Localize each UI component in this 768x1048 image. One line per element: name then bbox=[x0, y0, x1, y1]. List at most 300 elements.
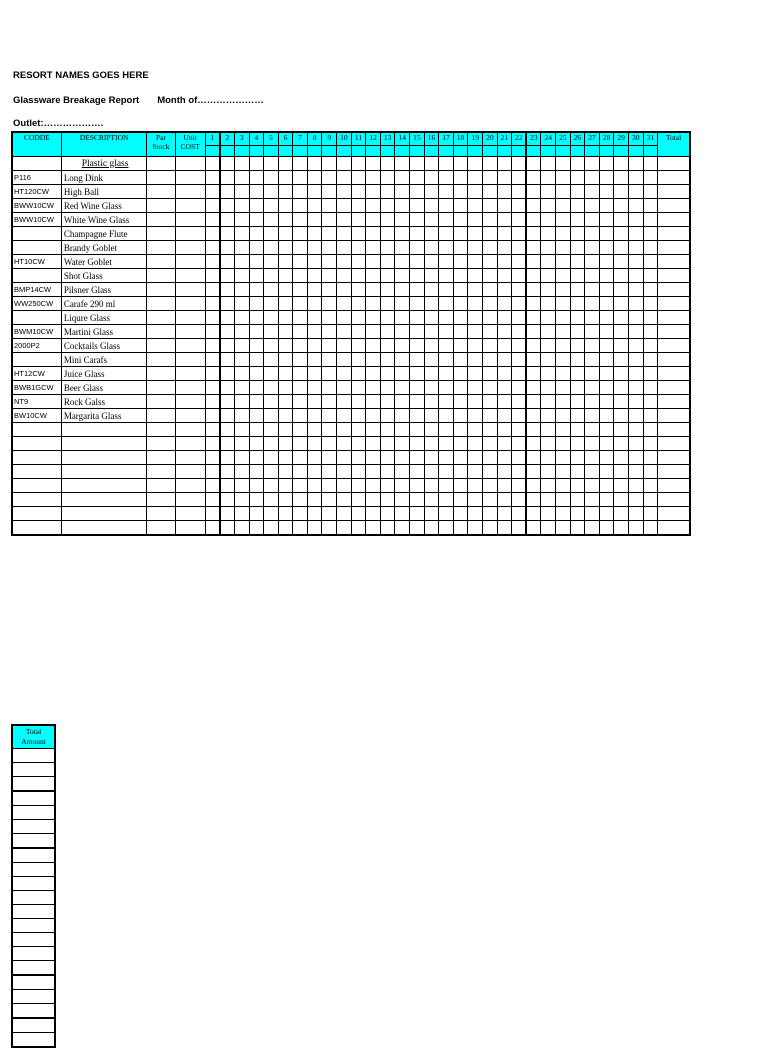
day-cell[interactable] bbox=[526, 311, 541, 325]
day-cell[interactable] bbox=[220, 227, 235, 241]
day-cell[interactable] bbox=[205, 437, 220, 451]
unit-cost-cell[interactable] bbox=[175, 409, 205, 423]
unit-cost-cell[interactable] bbox=[175, 395, 205, 409]
day-cell[interactable] bbox=[205, 507, 220, 521]
day-cell[interactable] bbox=[439, 423, 454, 437]
total-cell[interactable] bbox=[658, 297, 690, 311]
day-cell[interactable] bbox=[497, 423, 512, 437]
day-cell[interactable] bbox=[512, 381, 527, 395]
day-cell[interactable] bbox=[614, 493, 629, 507]
day-cell[interactable] bbox=[366, 493, 381, 507]
day-cell[interactable] bbox=[512, 451, 527, 465]
day-cell[interactable] bbox=[614, 255, 629, 269]
day-cell[interactable] bbox=[380, 521, 395, 536]
day-cell[interactable] bbox=[468, 437, 483, 451]
code-cell[interactable] bbox=[12, 465, 61, 479]
day-cell[interactable] bbox=[439, 157, 454, 171]
unit-cost-cell[interactable] bbox=[175, 339, 205, 353]
day-cell[interactable] bbox=[410, 325, 425, 339]
day-cell[interactable] bbox=[366, 255, 381, 269]
day-cell[interactable] bbox=[205, 395, 220, 409]
day-cell[interactable] bbox=[614, 353, 629, 367]
day-cell[interactable] bbox=[410, 493, 425, 507]
par-stock-cell[interactable] bbox=[147, 241, 175, 255]
day-cell[interactable] bbox=[643, 227, 658, 241]
day-cell[interactable] bbox=[337, 437, 352, 451]
day-cell[interactable] bbox=[555, 283, 570, 297]
day-cell[interactable] bbox=[307, 269, 322, 283]
day-cell[interactable] bbox=[366, 171, 381, 185]
unit-cost-cell[interactable] bbox=[175, 297, 205, 311]
day-cell[interactable] bbox=[205, 185, 220, 199]
day-cell[interactable] bbox=[599, 479, 614, 493]
day-cell[interactable] bbox=[351, 521, 366, 536]
day-cell[interactable] bbox=[526, 507, 541, 521]
description-cell[interactable]: Champagne Flute bbox=[61, 227, 147, 241]
day-cell[interactable] bbox=[234, 451, 249, 465]
day-cell[interactable] bbox=[599, 157, 614, 171]
total-cell[interactable] bbox=[658, 213, 690, 227]
day-cell[interactable] bbox=[643, 381, 658, 395]
day-cell[interactable] bbox=[453, 241, 468, 255]
day-cell[interactable] bbox=[526, 185, 541, 199]
day-cell[interactable] bbox=[205, 367, 220, 381]
code-cell[interactable] bbox=[12, 241, 61, 255]
day-cell[interactable] bbox=[264, 269, 279, 283]
day-cell[interactable] bbox=[614, 171, 629, 185]
day-cell[interactable] bbox=[512, 213, 527, 227]
day-cell[interactable] bbox=[541, 339, 556, 353]
day-cell[interactable] bbox=[351, 381, 366, 395]
day-cell[interactable] bbox=[468, 423, 483, 437]
day-cell[interactable] bbox=[512, 395, 527, 409]
day-cell[interactable] bbox=[322, 493, 337, 507]
day-cell[interactable] bbox=[555, 339, 570, 353]
day-cell[interactable] bbox=[541, 297, 556, 311]
day-cell[interactable] bbox=[497, 381, 512, 395]
day-cell[interactable] bbox=[337, 395, 352, 409]
day-cell[interactable] bbox=[570, 171, 585, 185]
day-cell[interactable] bbox=[541, 227, 556, 241]
day-cell[interactable] bbox=[366, 367, 381, 381]
day-cell[interactable] bbox=[512, 283, 527, 297]
day-cell[interactable] bbox=[497, 465, 512, 479]
day-cell[interactable] bbox=[249, 353, 264, 367]
day-cell[interactable] bbox=[395, 185, 410, 199]
day-cell[interactable] bbox=[570, 451, 585, 465]
day-cell[interactable] bbox=[512, 185, 527, 199]
code-cell[interactable]: BWB1GCW bbox=[12, 381, 61, 395]
day-cell[interactable] bbox=[512, 199, 527, 213]
day-cell[interactable] bbox=[497, 199, 512, 213]
day-cell[interactable] bbox=[439, 199, 454, 213]
day-cell[interactable] bbox=[585, 325, 600, 339]
day-cell[interactable] bbox=[322, 451, 337, 465]
day-cell[interactable] bbox=[439, 479, 454, 493]
day-cell[interactable] bbox=[468, 311, 483, 325]
day-cell[interactable] bbox=[526, 255, 541, 269]
day-cell[interactable] bbox=[234, 213, 249, 227]
day-cell[interactable] bbox=[614, 465, 629, 479]
day-cell[interactable] bbox=[307, 521, 322, 536]
total-cell[interactable] bbox=[658, 507, 690, 521]
day-cell[interactable] bbox=[366, 521, 381, 536]
day-cell[interactable] bbox=[220, 255, 235, 269]
day-cell[interactable] bbox=[570, 409, 585, 423]
day-cell[interactable] bbox=[293, 465, 308, 479]
day-cell[interactable] bbox=[643, 437, 658, 451]
day-cell[interactable] bbox=[264, 255, 279, 269]
day-cell[interactable] bbox=[424, 255, 439, 269]
unit-cost-cell[interactable] bbox=[175, 199, 205, 213]
day-cell[interactable] bbox=[264, 325, 279, 339]
day-cell[interactable] bbox=[234, 339, 249, 353]
day-cell[interactable] bbox=[555, 227, 570, 241]
description-cell[interactable] bbox=[61, 479, 147, 493]
day-cell[interactable] bbox=[555, 409, 570, 423]
day-cell[interactable] bbox=[410, 227, 425, 241]
description-cell[interactable]: Liqure Glass bbox=[61, 311, 147, 325]
day-cell[interactable] bbox=[570, 297, 585, 311]
day-cell[interactable] bbox=[555, 325, 570, 339]
day-cell[interactable] bbox=[439, 353, 454, 367]
day-cell[interactable] bbox=[643, 185, 658, 199]
day-cell[interactable] bbox=[570, 199, 585, 213]
day-cell[interactable] bbox=[205, 521, 220, 536]
total-amount-cell[interactable] bbox=[12, 877, 55, 891]
day-cell[interactable] bbox=[555, 451, 570, 465]
day-cell[interactable] bbox=[264, 507, 279, 521]
day-cell[interactable] bbox=[541, 493, 556, 507]
par-stock-cell[interactable] bbox=[147, 213, 175, 227]
day-cell[interactable] bbox=[453, 157, 468, 171]
day-cell[interactable] bbox=[264, 521, 279, 536]
day-cell[interactable] bbox=[220, 339, 235, 353]
day-cell[interactable] bbox=[468, 185, 483, 199]
day-cell[interactable] bbox=[628, 185, 643, 199]
par-stock-cell[interactable] bbox=[147, 353, 175, 367]
day-cell[interactable] bbox=[628, 241, 643, 255]
day-cell[interactable] bbox=[453, 493, 468, 507]
par-stock-cell[interactable] bbox=[147, 157, 175, 171]
day-cell[interactable] bbox=[468, 367, 483, 381]
day-cell[interactable] bbox=[278, 185, 293, 199]
day-cell[interactable] bbox=[380, 339, 395, 353]
par-stock-cell[interactable] bbox=[147, 395, 175, 409]
day-cell[interactable] bbox=[643, 213, 658, 227]
day-cell[interactable] bbox=[264, 353, 279, 367]
day-cell[interactable] bbox=[278, 311, 293, 325]
day-cell[interactable] bbox=[205, 171, 220, 185]
day-cell[interactable] bbox=[599, 493, 614, 507]
day-cell[interactable] bbox=[205, 269, 220, 283]
total-amount-cell[interactable] bbox=[12, 919, 55, 933]
day-cell[interactable] bbox=[205, 255, 220, 269]
day-cell[interactable] bbox=[453, 199, 468, 213]
day-cell[interactable] bbox=[439, 367, 454, 381]
day-cell[interactable] bbox=[628, 283, 643, 297]
total-cell[interactable] bbox=[658, 227, 690, 241]
day-cell[interactable] bbox=[526, 353, 541, 367]
day-cell[interactable] bbox=[293, 255, 308, 269]
day-cell[interactable] bbox=[628, 465, 643, 479]
day-cell[interactable] bbox=[293, 213, 308, 227]
day-cell[interactable] bbox=[526, 325, 541, 339]
code-cell[interactable]: BWW10CW bbox=[12, 213, 61, 227]
day-cell[interactable] bbox=[410, 507, 425, 521]
code-cell[interactable] bbox=[12, 353, 61, 367]
day-cell[interactable] bbox=[555, 479, 570, 493]
day-cell[interactable] bbox=[453, 437, 468, 451]
day-cell[interactable] bbox=[220, 395, 235, 409]
day-cell[interactable] bbox=[468, 395, 483, 409]
day-cell[interactable] bbox=[366, 353, 381, 367]
par-stock-cell[interactable] bbox=[147, 437, 175, 451]
day-cell[interactable] bbox=[599, 171, 614, 185]
day-cell[interactable] bbox=[628, 339, 643, 353]
description-cell[interactable]: Shot Glass bbox=[61, 269, 147, 283]
day-cell[interactable] bbox=[249, 241, 264, 255]
day-cell[interactable] bbox=[424, 157, 439, 171]
day-cell[interactable] bbox=[278, 451, 293, 465]
month-field[interactable]: Month of………………… bbox=[157, 95, 264, 106]
day-cell[interactable] bbox=[570, 465, 585, 479]
day-cell[interactable] bbox=[380, 227, 395, 241]
day-cell[interactable] bbox=[424, 269, 439, 283]
unit-cost-cell[interactable] bbox=[175, 157, 205, 171]
day-cell[interactable] bbox=[570, 423, 585, 437]
day-cell[interactable] bbox=[366, 269, 381, 283]
day-cell[interactable] bbox=[497, 325, 512, 339]
total-cell[interactable] bbox=[658, 325, 690, 339]
day-cell[interactable] bbox=[483, 241, 498, 255]
day-cell[interactable] bbox=[322, 381, 337, 395]
description-cell[interactable]: Margarita Glass bbox=[61, 409, 147, 423]
day-cell[interactable] bbox=[264, 493, 279, 507]
day-cell[interactable] bbox=[585, 353, 600, 367]
day-cell[interactable] bbox=[380, 255, 395, 269]
day-cell[interactable] bbox=[410, 521, 425, 536]
day-cell[interactable] bbox=[351, 199, 366, 213]
day-cell[interactable] bbox=[585, 241, 600, 255]
day-cell[interactable] bbox=[570, 213, 585, 227]
day-cell[interactable] bbox=[264, 409, 279, 423]
day-cell[interactable] bbox=[439, 241, 454, 255]
day-cell[interactable] bbox=[512, 423, 527, 437]
day-cell[interactable] bbox=[541, 381, 556, 395]
day-cell[interactable] bbox=[526, 199, 541, 213]
day-cell[interactable] bbox=[570, 479, 585, 493]
day-cell[interactable] bbox=[555, 437, 570, 451]
day-cell[interactable] bbox=[264, 157, 279, 171]
day-cell[interactable] bbox=[366, 157, 381, 171]
day-cell[interactable] bbox=[351, 157, 366, 171]
day-cell[interactable] bbox=[380, 437, 395, 451]
day-cell[interactable] bbox=[424, 297, 439, 311]
total-amount-cell[interactable] bbox=[12, 1018, 55, 1033]
day-cell[interactable] bbox=[278, 381, 293, 395]
day-cell[interactable] bbox=[453, 507, 468, 521]
day-cell[interactable] bbox=[628, 507, 643, 521]
day-cell[interactable] bbox=[234, 479, 249, 493]
day-cell[interactable] bbox=[337, 269, 352, 283]
description-cell[interactable] bbox=[61, 493, 147, 507]
day-cell[interactable] bbox=[278, 227, 293, 241]
day-cell[interactable] bbox=[410, 255, 425, 269]
day-cell[interactable] bbox=[278, 241, 293, 255]
day-cell[interactable] bbox=[453, 479, 468, 493]
day-cell[interactable] bbox=[599, 255, 614, 269]
day-cell[interactable] bbox=[205, 199, 220, 213]
day-cell[interactable] bbox=[424, 381, 439, 395]
day-cell[interactable] bbox=[351, 395, 366, 409]
unit-cost-cell[interactable] bbox=[175, 507, 205, 521]
day-cell[interactable] bbox=[395, 395, 410, 409]
day-cell[interactable] bbox=[628, 297, 643, 311]
day-cell[interactable] bbox=[643, 423, 658, 437]
par-stock-cell[interactable] bbox=[147, 381, 175, 395]
day-cell[interactable] bbox=[585, 451, 600, 465]
day-cell[interactable] bbox=[599, 227, 614, 241]
day-cell[interactable] bbox=[555, 297, 570, 311]
day-cell[interactable] bbox=[497, 311, 512, 325]
day-cell[interactable] bbox=[293, 297, 308, 311]
day-cell[interactable] bbox=[439, 269, 454, 283]
description-cell[interactable]: Mini Carafs bbox=[61, 353, 147, 367]
day-cell[interactable] bbox=[614, 311, 629, 325]
day-cell[interactable] bbox=[628, 199, 643, 213]
day-cell[interactable] bbox=[585, 311, 600, 325]
day-cell[interactable] bbox=[278, 213, 293, 227]
day-cell[interactable] bbox=[264, 423, 279, 437]
day-cell[interactable] bbox=[307, 185, 322, 199]
day-cell[interactable] bbox=[585, 157, 600, 171]
day-cell[interactable] bbox=[307, 353, 322, 367]
day-cell[interactable] bbox=[526, 395, 541, 409]
day-cell[interactable] bbox=[468, 325, 483, 339]
day-cell[interactable] bbox=[468, 521, 483, 536]
day-cell[interactable] bbox=[526, 479, 541, 493]
day-cell[interactable] bbox=[410, 283, 425, 297]
total-amount-cell[interactable] bbox=[12, 848, 55, 863]
total-cell[interactable] bbox=[658, 465, 690, 479]
day-cell[interactable] bbox=[307, 157, 322, 171]
day-cell[interactable] bbox=[497, 171, 512, 185]
day-cell[interactable] bbox=[497, 339, 512, 353]
day-cell[interactable] bbox=[278, 409, 293, 423]
total-amount-cell[interactable] bbox=[12, 891, 55, 905]
day-cell[interactable] bbox=[614, 325, 629, 339]
day-cell[interactable] bbox=[234, 353, 249, 367]
day-cell[interactable] bbox=[453, 213, 468, 227]
day-cell[interactable] bbox=[337, 241, 352, 255]
day-cell[interactable] bbox=[293, 269, 308, 283]
day-cell[interactable] bbox=[585, 381, 600, 395]
day-cell[interactable] bbox=[380, 311, 395, 325]
day-cell[interactable] bbox=[599, 339, 614, 353]
day-cell[interactable] bbox=[628, 451, 643, 465]
day-cell[interactable] bbox=[614, 227, 629, 241]
day-cell[interactable] bbox=[424, 493, 439, 507]
code-cell[interactable] bbox=[12, 451, 61, 465]
day-cell[interactable] bbox=[264, 395, 279, 409]
day-cell[interactable] bbox=[234, 171, 249, 185]
day-cell[interactable] bbox=[220, 199, 235, 213]
day-cell[interactable] bbox=[468, 409, 483, 423]
day-cell[interactable] bbox=[337, 199, 352, 213]
day-cell[interactable] bbox=[380, 423, 395, 437]
day-cell[interactable] bbox=[643, 493, 658, 507]
day-cell[interactable] bbox=[424, 311, 439, 325]
day-cell[interactable] bbox=[205, 493, 220, 507]
day-cell[interactable] bbox=[628, 227, 643, 241]
day-cell[interactable] bbox=[468, 451, 483, 465]
day-cell[interactable] bbox=[351, 227, 366, 241]
day-cell[interactable] bbox=[249, 367, 264, 381]
day-cell[interactable] bbox=[264, 227, 279, 241]
day-cell[interactable] bbox=[220, 353, 235, 367]
unit-cost-cell[interactable] bbox=[175, 465, 205, 479]
day-cell[interactable] bbox=[453, 353, 468, 367]
day-cell[interactable] bbox=[322, 311, 337, 325]
day-cell[interactable] bbox=[424, 171, 439, 185]
day-cell[interactable] bbox=[628, 171, 643, 185]
day-cell[interactable] bbox=[483, 213, 498, 227]
day-cell[interactable] bbox=[249, 297, 264, 311]
day-cell[interactable] bbox=[351, 465, 366, 479]
day-cell[interactable] bbox=[278, 353, 293, 367]
day-cell[interactable] bbox=[278, 423, 293, 437]
day-cell[interactable] bbox=[220, 479, 235, 493]
day-cell[interactable] bbox=[570, 493, 585, 507]
day-cell[interactable] bbox=[570, 339, 585, 353]
day-cell[interactable] bbox=[453, 171, 468, 185]
day-cell[interactable] bbox=[555, 395, 570, 409]
day-cell[interactable] bbox=[264, 297, 279, 311]
day-cell[interactable] bbox=[628, 325, 643, 339]
day-cell[interactable] bbox=[614, 395, 629, 409]
day-cell[interactable] bbox=[249, 381, 264, 395]
day-cell[interactable] bbox=[337, 297, 352, 311]
unit-cost-cell[interactable] bbox=[175, 311, 205, 325]
day-cell[interactable] bbox=[453, 269, 468, 283]
total-cell[interactable] bbox=[658, 521, 690, 536]
day-cell[interactable] bbox=[264, 199, 279, 213]
total-amount-cell[interactable] bbox=[12, 1033, 55, 1048]
day-cell[interactable] bbox=[395, 493, 410, 507]
day-cell[interactable] bbox=[483, 395, 498, 409]
day-cell[interactable] bbox=[205, 227, 220, 241]
day-cell[interactable] bbox=[220, 507, 235, 521]
day-cell[interactable] bbox=[307, 451, 322, 465]
day-cell[interactable] bbox=[410, 381, 425, 395]
day-cell[interactable] bbox=[541, 409, 556, 423]
code-cell[interactable]: NT9 bbox=[12, 395, 61, 409]
day-cell[interactable] bbox=[351, 367, 366, 381]
total-cell[interactable] bbox=[658, 409, 690, 423]
code-cell[interactable]: HT120CW bbox=[12, 185, 61, 199]
day-cell[interactable] bbox=[307, 367, 322, 381]
day-cell[interactable] bbox=[337, 367, 352, 381]
day-cell[interactable] bbox=[439, 437, 454, 451]
day-cell[interactable] bbox=[453, 423, 468, 437]
day-cell[interactable] bbox=[249, 269, 264, 283]
code-cell[interactable] bbox=[12, 423, 61, 437]
day-cell[interactable] bbox=[599, 297, 614, 311]
day-cell[interactable] bbox=[337, 409, 352, 423]
day-cell[interactable] bbox=[570, 255, 585, 269]
unit-cost-cell[interactable] bbox=[175, 241, 205, 255]
